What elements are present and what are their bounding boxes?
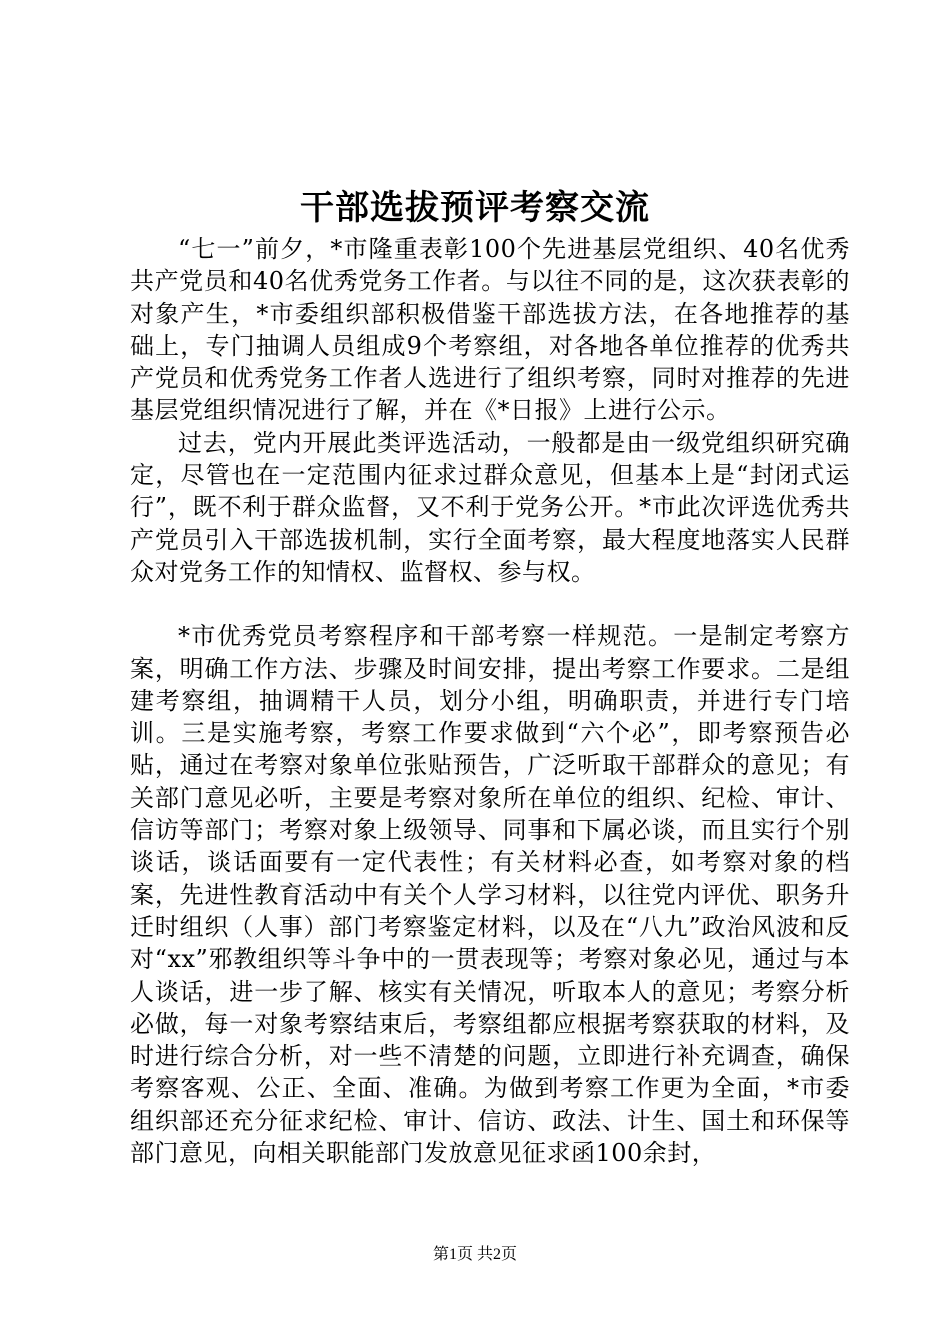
- page-number-footer: 第1页 共2页: [432, 1246, 517, 1263]
- paragraph-spacer: [130, 588, 850, 620]
- paragraph-1: “七一”前夕，*市隆重表彰100个先进基层党组织、40名优秀共产党员和40名优秀党务工作者。与以往不同的是，这次获表彰的对象产生，*市委组织部积极借鉴干部选拔方法，在各地推荐的基础上，专门抽调人员组成9个考察组，对各地各单位推荐的优秀共产党员和优秀党务工作者人选进行了组织考察，同时对推荐的先进基层党组织情况进行了解，并在《*日报》上进行公示。: [130, 235, 850, 425]
- document-title: 干部选拔预评考察交流: [300, 188, 650, 228]
- paragraph-2: 过去，党内开展此类评选活动，一般都是由一级党组织研究确定，尽管也在一定范围内征求过群众意见，但基本上是“封闭式运行”，既不利于群众监督，又不利于党务公开。*市此次评选优秀共产党员引入干部选拔机制，实行全面考察，最大程度地落实人民群众对党务工作的知情权、监督权、参与权。: [130, 428, 850, 586]
- paragraph-3: *市优秀党员考察程序和干部考察一样规范。一是制定考察方案，明确工作方法、步骤及时间安排，提出考察工作要求。二是组建考察组，抽调精干人员，划分小组，明确职责，并进行专门培训。三是实施考察，考察工作要求做到“六个必”，即考察预告必贴，通过在考察对象单位张贴预告，广泛听取干部群众的意见；有关部门意见必听，主要是考察对象所在单位的组织、纪检、审计、信访等部门；考察对象上级领导、同事和下属必谈，而且实行个别谈话，谈话面要有一定代表性；有关材料必查，如考察对象的档案，先进性教育活动中有关个人学习材料，以往党内评优、职务升迁时组织（人事）部门考察鉴定材料，以及在“八九”政治风波和反对“xx”邪教组织等斗争中的一贯表现等；考察对象必见，通过与本人谈话，进一步了解、核实有关情况，听取本人的意见；考察分析必做，每一对象考察结束后，考察组都应根据考察获取的材料，及时进行综合分析，对一些不清楚的问题，立即进行补充调查，确保考察客观、公正、全面、准确。为做到考察工作更为全面，*市委组织部还充分征求纪检、审计、信访、政法、计生、国土和环保等部门意见，向相关职能部门发放意见征求函100余封，: [130, 622, 850, 1168]
- document-body: [130, 233, 850, 1169]
